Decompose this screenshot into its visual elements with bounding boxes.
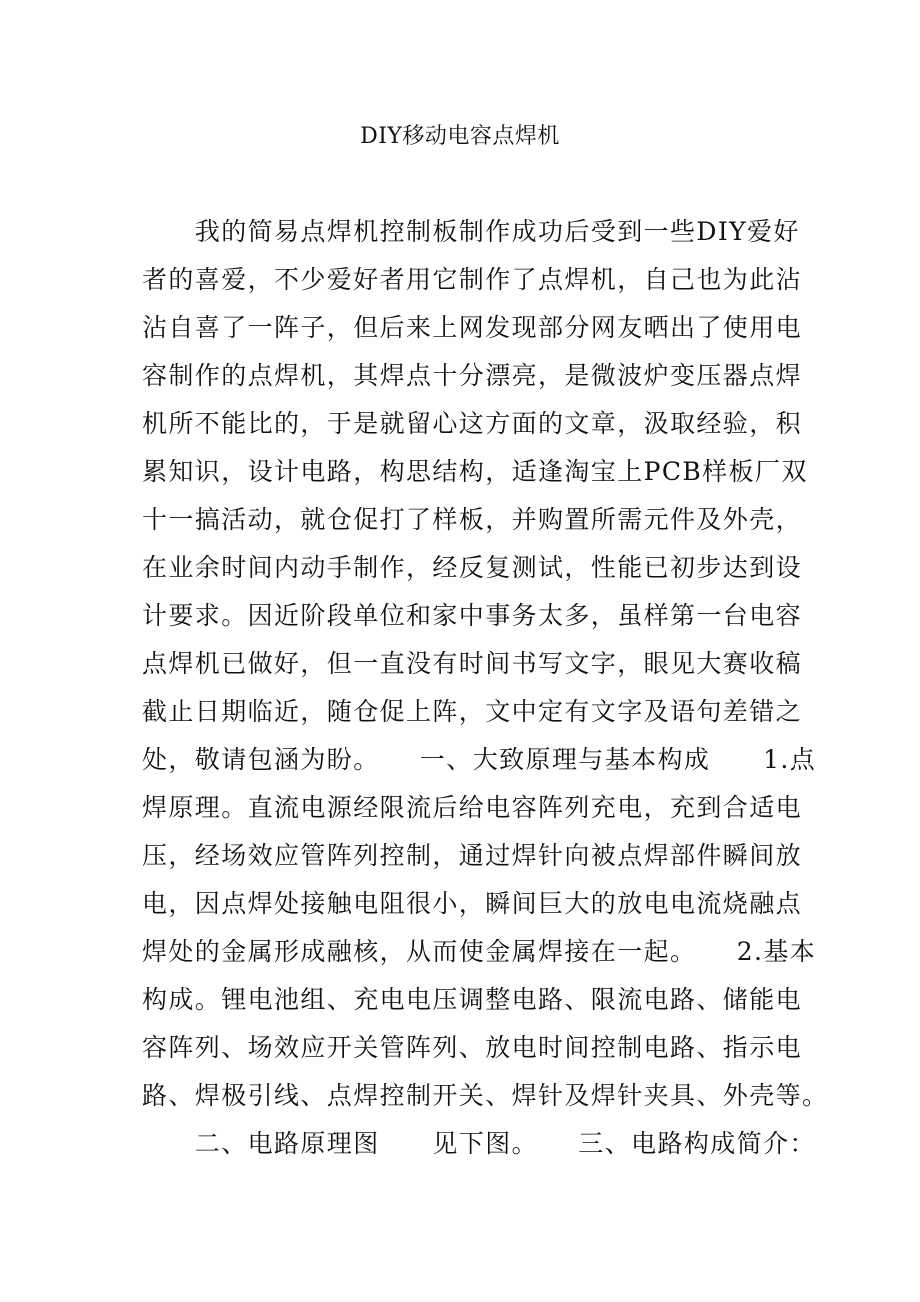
paragraph-line: 焊处的金属形成融核，从而使金属焊接在一起。 2.基本 [142,937,817,966]
document-title: DIY移动电容点焊机 [360,124,560,149]
paragraph-line: 容制作的点焊机，其焊点十分漂亮，是微波炉变压器点焊 [142,361,803,390]
paragraph-line: 我的简易点焊机控制板制作成功后受到一些DIY爱好 [142,217,800,246]
paragraph-line: 二、电路原理图 见下图。 三、电路构成简介： [142,1129,816,1158]
paragraph-line: 处，敬请包涵为盼。 一、大致原理与基本构成 1.点 [142,745,817,774]
paragraph-line: 计要求。因近阶段单位和家中事务太多，虽样第一台电容 [142,601,803,630]
paragraph-line: 路、焊极引线、点焊控制开关、焊针及焊针夹具、外壳等。 [142,1081,829,1110]
paragraph-line: 容阵列、场效应开关管阵列、放电时间控制电路、指示电 [142,1033,803,1062]
paragraph-line: 十一搞活动，就仓促打了样板，并购置所需元件及外壳， [142,505,803,534]
paragraph-line: 电，因点焊处接触电阻很小，瞬间巨大的放电电流烧融点 [142,889,803,918]
paragraph-line: 累知识，设计电路，构思结构，适逢淘宝上PCB样板厂双 [142,457,808,486]
paragraph-line: 构成。锂电池组、充电电压调整电路、限流电路、储能电 [142,985,803,1014]
paragraph-line: 在业余时间内动手制作，经反复测试，性能已初步达到设 [142,553,803,582]
paragraph-line: 沾自喜了一阵子，但后来上网发现部分网友晒出了使用电 [142,313,803,342]
paragraph-line: 点焊机已做好，但一直没有时间书写文字，眼见大赛收稿 [142,649,803,678]
paragraph-line: 截止日期临近，随仓促上阵，文中定有文字及语句差错之 [142,697,803,726]
paragraph-line: 压，经场效应管阵列控制，通过焊针向被点焊部件瞬间放 [142,841,803,870]
paragraph-line: 焊原理。直流电源经限流后给电容阵列充电，充到合适电 [142,793,803,822]
paragraph-line: 者的喜爱，不少爱好者用它制作了点焊机，自己也为此沾 [142,265,803,294]
paragraph-line: 机所不能比的，于是就留心这方面的文章，汲取经验，积 [142,409,803,438]
